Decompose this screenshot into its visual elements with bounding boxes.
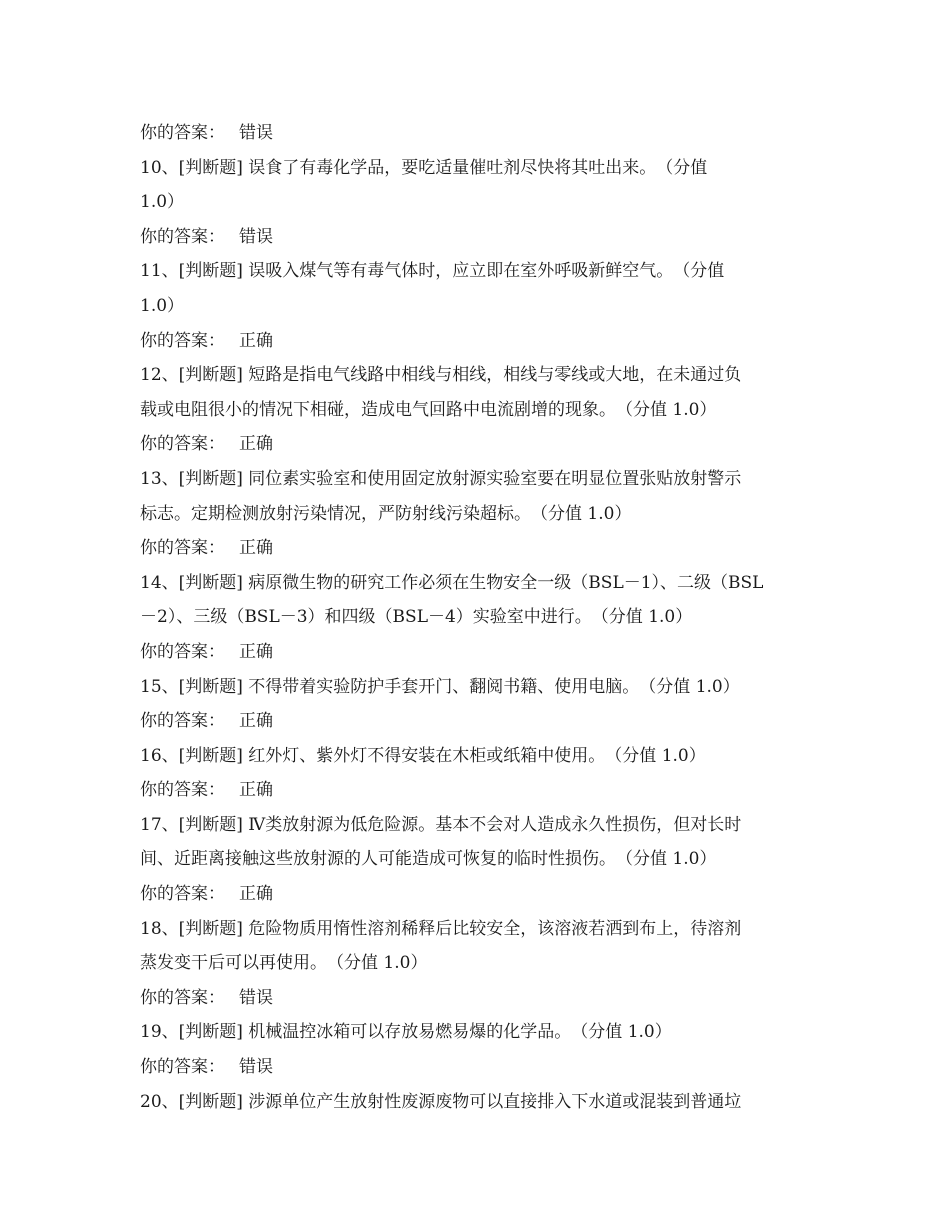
- question-text-line: 15、[判断题] 不得带着实验防护手套开门、翻阅书籍、使用电脑。 （分值 1.0）: [140, 676, 740, 697]
- answer-label: 你的答案：: [140, 330, 225, 351]
- question-text-line: 20、[判断题] 涉源单位产生放射性废源废物可以直接排入下水道或混装到普通垃: [140, 1091, 742, 1112]
- answer-value: 正确: [239, 884, 273, 905]
- answer-value: 正确: [239, 434, 273, 455]
- question-text-line: 19、[判断题] 机械温控冰箱可以存放易燃易爆的化学品。 （分值 1.0）: [140, 1022, 672, 1043]
- question-text-line: 载或电阻很小的情况下相碰，造成电气回路中电流剧增的现象。 （分值 1.0）: [140, 399, 717, 420]
- answer-line: [140, 635, 812, 670]
- question-text-line: 间、近距离接触这些放射源的人可能造成可恢复的临时性损伤。 （分值 1.0）: [140, 849, 717, 870]
- question-item: [140, 1015, 812, 1084]
- answer-label: 你的答案：: [140, 884, 225, 905]
- answer-label: 你的答案：: [140, 434, 225, 455]
- answer-line: [140, 531, 812, 566]
- question-item: [140, 358, 812, 462]
- question-text-line: 10、[判断题] 误食了有毒化学品，要吃适量催吐剂尽快将其吐出来。 （分值: [140, 157, 708, 178]
- answer-line: [140, 427, 812, 462]
- answer-line: [140, 220, 812, 255]
- question-text-line: 标志。定期检测放射污染情况，严防射线污染超标。 （分值 1.0）: [140, 503, 632, 524]
- question-item: [140, 566, 812, 670]
- question-text-line: 18、[判断题] 危险物质用惰性溶剂稀释后比较安全，该溶液若洒到布上，待溶剂: [140, 918, 742, 939]
- question-text-line: 13、[判断题] 同位素实验室和使用固定放射源实验室要在明显位置张贴放射警示: [140, 468, 742, 489]
- question-item: [140, 739, 812, 808]
- question-text-line: 11、[判断题] 误吸入煤气等有毒气体时，应立即在室外呼吸新鲜空气。 （分值: [140, 261, 725, 282]
- question-text-line: 1.0）: [140, 295, 185, 316]
- answer-label: 你的答案：: [140, 123, 225, 143]
- answer-line: [140, 324, 812, 359]
- answer-line: [140, 773, 812, 808]
- question-item: [140, 808, 812, 912]
- question-list: [140, 151, 812, 1120]
- answer-value: 错误: [239, 226, 273, 247]
- answer-value: 错误: [239, 1057, 273, 1078]
- document-page: [140, 116, 812, 1119]
- question-text-line: 14、[判断题] 病原微生物的研究工作必须在生物安全一级（BSL－1）、二级（BSL: [140, 572, 764, 593]
- question-text-line: 1.0）: [140, 192, 185, 213]
- question-text-line: 17、[判断题] Ⅳ类放射源为低危险源。基本不会对人造成永久性损伤，但对长时: [140, 814, 742, 835]
- question-item: [140, 670, 812, 739]
- question-item: [140, 1085, 812, 1120]
- question-item: [140, 912, 812, 1016]
- answer-label: 你的答案：: [140, 641, 225, 662]
- answer-value: 正确: [239, 641, 273, 662]
- answer-value: 正确: [239, 538, 273, 559]
- question-text-line: 蒸发变干后可以再使用。 （分值 1.0）: [140, 953, 428, 974]
- answer-label: 你的答案：: [140, 987, 225, 1008]
- answer-line: [140, 877, 812, 912]
- answer-line: [140, 981, 812, 1016]
- answer-value: 错误: [239, 123, 273, 143]
- question-text-line: 12、[判断题] 短路是指电气线路中相线与相线，相线与零线或大地，在未通过负: [140, 365, 742, 386]
- answer-label: 你的答案：: [140, 226, 225, 247]
- answer-line: [140, 116, 812, 151]
- question-item: [140, 254, 812, 358]
- answer-value: 正确: [239, 330, 273, 351]
- answer-label: 你的答案：: [140, 780, 225, 801]
- answer-line: [140, 704, 812, 739]
- answer-label: 你的答案：: [140, 711, 225, 732]
- answer-label: 你的答案：: [140, 538, 225, 559]
- question-item: [140, 151, 812, 255]
- answer-label: 你的答案：: [140, 1057, 225, 1078]
- answer-line: [140, 1050, 812, 1085]
- answer-value: 正确: [239, 780, 273, 801]
- question-text-line: 16、[判断题] 红外灯、紫外灯不得安装在木柜或纸箱中使用。 （分值 1.0）: [140, 745, 706, 766]
- question-text-line: －2）、三级（BSL－3）和四级（BSL－4）实验室中进行。 （分值 1.0）: [140, 607, 693, 628]
- answer-value: 正确: [239, 711, 273, 732]
- answer-value: 错误: [239, 987, 273, 1008]
- question-item: [140, 462, 812, 566]
